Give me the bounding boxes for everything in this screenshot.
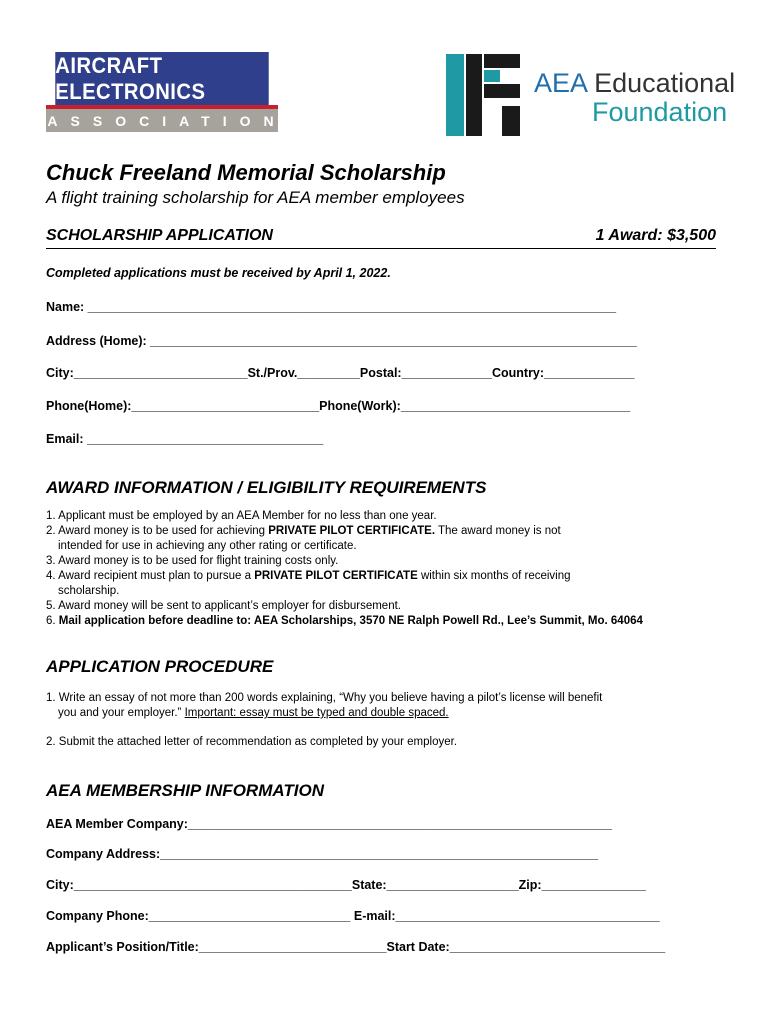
page-title: Chuck Freeland Memorial Scholarship (46, 160, 446, 185)
member-company-field[interactable]: AEA Member Company:_____________________________________________________________ (46, 817, 612, 831)
application-heading-label: SCHOLARSHIP APPLICATION (46, 227, 273, 244)
position-start-date-field[interactable]: Applicant’s Position/Title:___________________________Start Date:_______________________________ (46, 940, 666, 954)
procedure-item-2: 2. Submit the attached letter of recommendation as completed by your employer. (46, 736, 458, 748)
procedure-item-1-cont: you and your employer.” Important: essay must be typed and double spaced. (58, 707, 449, 719)
procedure-section-heading: APPLICATION PROCEDURE (46, 657, 274, 676)
name-field[interactable]: Name: ____________________________________________________________________________ (46, 300, 617, 314)
aircraft-electronics-logo (46, 52, 287, 132)
logo-line1: AIRCRAFT ELECTRONICS (55, 52, 268, 105)
foundation-mark-icon (446, 54, 524, 136)
award-requirement-line: 2. Award money is to be used for achieving PRIVATE PILOT CERTIFICATE. The award money is not (46, 525, 561, 537)
award-requirement-line: 5. Award money will be sent to applicant’s employer for disbursement. (46, 600, 401, 612)
award-requirements-list (46, 509, 736, 629)
award-amount: 1 Award: $3,500 (595, 227, 716, 244)
award-section-heading: AWARD INFORMATION / ELIGIBILITY REQUIREMENTS (46, 478, 487, 497)
email-field[interactable]: Email: __________________________________ (46, 432, 324, 446)
logo-line2: ASSOCIATION (46, 109, 278, 132)
address-field[interactable]: Address (Home): ______________________________________________________________________ (46, 334, 637, 348)
company-city-state-zip-field[interactable]: City:________________________________________State:___________________Zip:_______________ (46, 878, 646, 892)
award-requirement-line: scholarship. (58, 585, 120, 597)
procedure-item-1: 1. Write an essay of not more than 200 words explaining, “Why you believe having a pilot’s license will benefit (46, 692, 603, 704)
logo-right-line1: AEA Educational (534, 68, 736, 98)
city-state-postal-country-field[interactable]: City:_________________________St./Prov._________Postal:_____________Country:_____________ (46, 366, 635, 380)
phone-field[interactable]: Phone(Home):___________________________Phone(Work):_________________________________ (46, 399, 631, 413)
deadline-note: Completed applications must be received by April 1, 2022. (46, 266, 391, 280)
aea-foundation-logo (446, 54, 736, 136)
logo-right-line2: Foundation (592, 97, 728, 127)
award-requirement-line: 1. Applicant must be employed by an AEA Member for no less than one year. (46, 510, 437, 522)
application-heading (46, 227, 716, 249)
procedure-list (46, 691, 736, 750)
company-address-field[interactable]: Company Address:_______________________________________________________________ (46, 847, 599, 861)
membership-section-heading: AEA MEMBERSHIP INFORMATION (46, 781, 324, 800)
award-requirement-line: 4. Award recipient must plan to pursue a PRIVATE PILOT CERTIFICATE within six months of receiving (46, 570, 571, 582)
page-subtitle: A flight training scholarship for AEA member employees (46, 188, 465, 207)
award-requirement-line: 6. Mail application before deadline to: AEA Scholarships, 3570 NE Ralph Powell Rd., Lee’s Summit, Mo. 64064 (46, 615, 643, 627)
award-requirement-line: intended for use in achieving any other rating or certificate. (58, 540, 357, 552)
company-phone-email-field[interactable]: Company Phone:_____________________________ E-mail:______________________________________ (46, 909, 660, 923)
award-requirement-line: 3. Award money is to be used for flight training costs only. (46, 555, 339, 567)
